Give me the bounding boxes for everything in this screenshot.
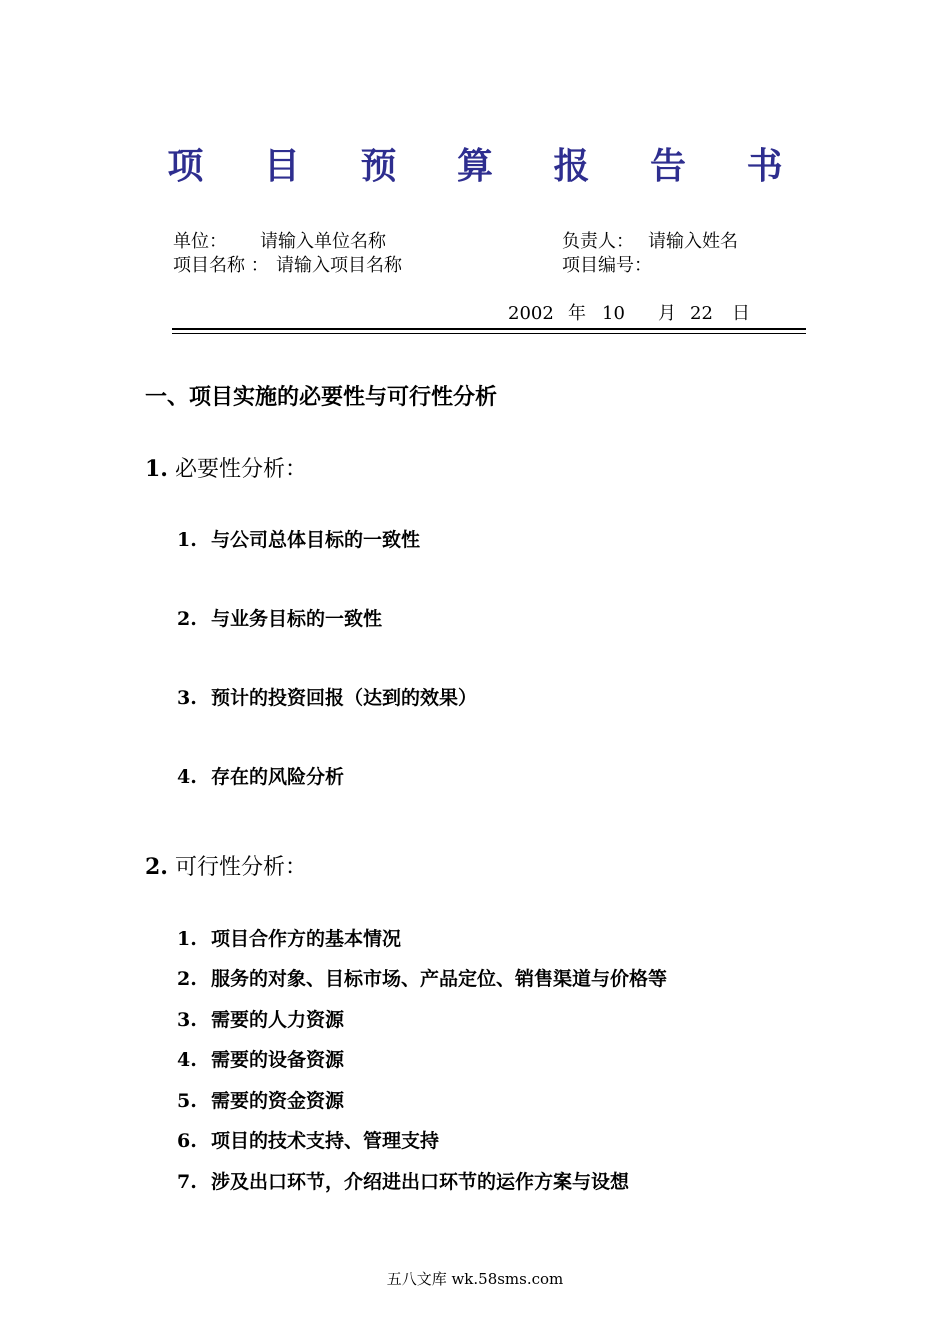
date-month-unit: 月	[658, 303, 676, 324]
list-item-text: 与公司总体目标的一致性	[211, 529, 421, 551]
subsection-necessity-heading	[145, 452, 307, 483]
list-item	[177, 525, 420, 552]
list-item-number: 5.	[177, 1090, 197, 1112]
project-name-label: 项目名称 ：	[173, 255, 269, 276]
list-item	[177, 924, 401, 951]
list-item-text: 涉及出口环节，介绍进出口环节的运作方案与设想	[211, 1171, 630, 1193]
list-item-text: 项目合作方的基本情况	[211, 928, 402, 950]
list-item-number: 6.	[177, 1130, 197, 1152]
list-item	[177, 604, 382, 631]
list-item-number: 3.	[177, 1009, 197, 1031]
list-item-number: 2.	[177, 608, 197, 630]
list-item-number: 4.	[177, 766, 197, 788]
list-item	[177, 1167, 629, 1194]
project-number-label: 项目编号：	[562, 255, 652, 276]
list-item	[177, 1045, 344, 1072]
subsection-title: 必要性分析：	[174, 457, 307, 482]
subsection-number: 2.	[145, 854, 168, 880]
list-item-number: 1.	[177, 928, 197, 950]
date-month: 10	[602, 303, 625, 324]
list-item-number: 1.	[177, 529, 197, 551]
list-item-text: 存在的风险分析	[211, 766, 345, 788]
owner-value: 请输入姓名	[648, 231, 738, 252]
date-day: 22	[690, 303, 713, 324]
list-item-number: 2.	[177, 968, 197, 990]
list-item-number: 3.	[177, 687, 197, 709]
list-item-text: 需要的资金资源	[211, 1090, 345, 1112]
list-item	[177, 762, 344, 789]
date-year-unit: 年	[568, 303, 586, 324]
list-item	[177, 1126, 439, 1153]
subsection-title: 可行性分析：	[174, 855, 307, 880]
date-day-unit: 日	[732, 303, 750, 324]
owner-label: 负责人：	[562, 231, 634, 252]
list-item-number: 7.	[177, 1171, 197, 1193]
unit-label: 单位：	[173, 231, 227, 252]
list-item	[177, 1086, 344, 1113]
list-item-number: 4.	[177, 1049, 197, 1071]
header-rule-thick	[172, 328, 806, 330]
subsection-number: 1.	[145, 456, 168, 482]
list-item	[177, 1005, 344, 1032]
list-item-text: 与业务目标的一致性	[211, 608, 383, 630]
header-rule-thin	[172, 333, 806, 334]
date-year: 2002	[508, 303, 554, 324]
list-item	[177, 964, 667, 991]
subsection-feasibility-heading	[145, 850, 307, 881]
list-item	[177, 683, 477, 710]
section-heading: 一、项目实施的必要性与可行性分析	[145, 385, 498, 410]
project-name-value: 请输入项目名称	[276, 255, 402, 276]
unit-value: 请输入单位名称	[260, 231, 386, 252]
list-item-text: 需要的设备资源	[211, 1049, 345, 1071]
page-footer: 五八文库 wk.58sms.com	[386, 1270, 564, 1288]
list-item-text: 服务的对象、目标市场、产品定位、销售渠道与价格等	[211, 968, 668, 990]
list-item-text: 需要的人力资源	[211, 1009, 345, 1031]
list-item-text: 预计的投资回报（达到的效果）	[211, 687, 478, 709]
list-item-text: 项目的技术支持、管理支持	[211, 1130, 440, 1152]
document-title: 项 目 预 算 报 告 书	[167, 146, 807, 187]
